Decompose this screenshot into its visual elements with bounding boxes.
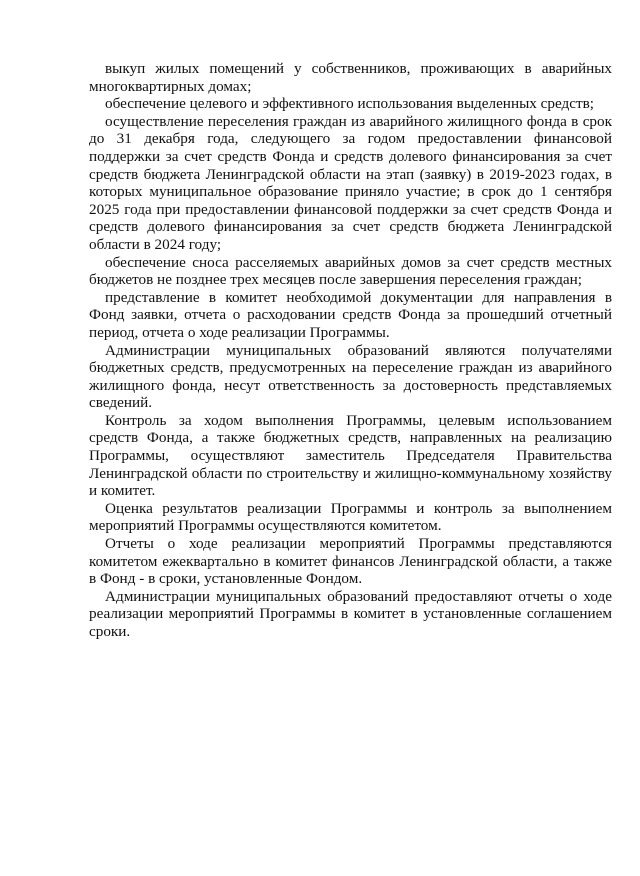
paragraph-8: Оценка результатов реализации Программы и контроль за выполнением мероприятий Программы осуществляются комитетом. bbox=[89, 499, 612, 535]
paragraph-7: Контроль за ходом выполнения Программы, целевым использованием средств Фонда, а также бюджетных средств, направленных на реализацию Программы, осуществляют заместитель Председателя Правительства Ленинградской области по строительству и жилищно-коммунальному хозяйству и комитет. bbox=[89, 411, 612, 500]
paragraph-3: осуществление переселения граждан из аварийного жилищного фонда в срок до 31 декабря года, следующего за годом предоставлении финансовой поддержки за счет средств Фонда и средств долевого финансирования за счет средств бюджета Ленинградской области на этап (заявку) в 2019-2023 годах, в которых муниципальное образование приняло участие; в срок до 1 сентября 2025 года при предоставлении финансовой поддержки за счет средств Фонда и средств долевого финансирования за счет средств бюджета Ленинградской области в 2024 году; bbox=[89, 112, 612, 253]
paragraph-4: обеспечение сноса расселяемых аварийных домов за счет средств местных бюджетов не позднее трех месяцев после завершения переселения граждан; bbox=[89, 253, 612, 289]
paragraph-1: выкуп жилых помещений у собственников, проживающих в аварийных многоквартирных домах; bbox=[89, 60, 612, 95]
paragraph-6: Администрации муниципальных образований являются получателями бюджетных средств, предусмотренных на переселение граждан из аварийного жилищного фонда, несут ответственность за достоверность представляемых сведений. bbox=[89, 341, 612, 412]
paragraph-9: Отчеты о ходе реализации мероприятий Программы представляются комитетом ежеквартально в комитет финансов Ленинградской области, а также в Фонд - в сроки, установленные Фондом. bbox=[89, 535, 612, 588]
paragraph-10: Администрации муниципальных образований предоставляют отчеты о ходе реализации мероприятий Программы в комитет в установленные соглашением сроки. bbox=[89, 587, 612, 640]
paragraph-5: представление в комитет необходимой документации для направления в Фонд заявки, отчета о расходовании средств Фонда за прошедший отчетный период, отчета о ходе реализации Программы. bbox=[89, 288, 612, 341]
paragraph-2: обеспечение целевого и эффективного использования выделенных средств; bbox=[105, 95, 595, 113]
document-body bbox=[89, 60, 612, 641]
